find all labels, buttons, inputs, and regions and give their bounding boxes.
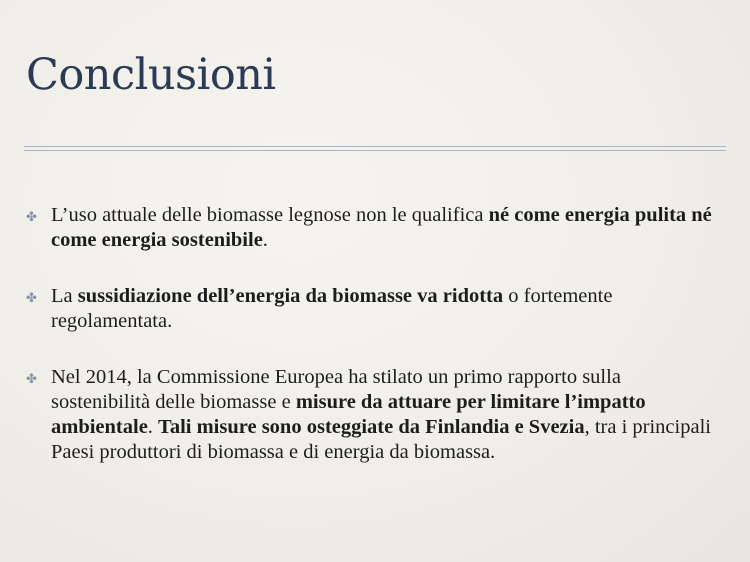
bullet-text: L’uso attuale delle biomasse legnose non le qualifica [51, 204, 489, 226]
bullet-item [22, 203, 722, 253]
bullet-item [22, 365, 722, 465]
bullet-emphasis: né come energia pulita né come energia sostenibile [51, 204, 712, 251]
bullet-text: . [262, 229, 268, 251]
bullet-icon: ✤ [26, 371, 37, 386]
title-divider-top [24, 146, 726, 147]
bullet-text: . [147, 416, 159, 438]
slide-title: Conclusioni [26, 50, 276, 100]
bullet-item [22, 284, 722, 334]
bullet-icon: ✤ [26, 290, 37, 305]
bullet-icon: ✤ [26, 209, 37, 224]
title-divider-bottom [24, 150, 726, 151]
bullet-list [22, 203, 722, 496]
bullet-emphasis: sussidiazione dell’energia da biomasse va ridotta [77, 285, 504, 307]
bullet-text: o fortemente regolamentata. [51, 285, 613, 332]
bullet-text: La [51, 285, 78, 307]
bullet-text: , tra i principali Paesi produttori di biomassa e di energia da biomassa. [51, 416, 711, 463]
bullet-emphasis: misure da attuare per limitare l’impatto ambientale [51, 391, 646, 438]
bullet-text: Nel 2014, la Commissione Europea ha stilato un primo rapporto sulla sostenibilità delle biomasse e [51, 366, 621, 413]
bullet-emphasis: Tali misure sono osteggiate da Finlandia e Svezia [158, 416, 585, 438]
